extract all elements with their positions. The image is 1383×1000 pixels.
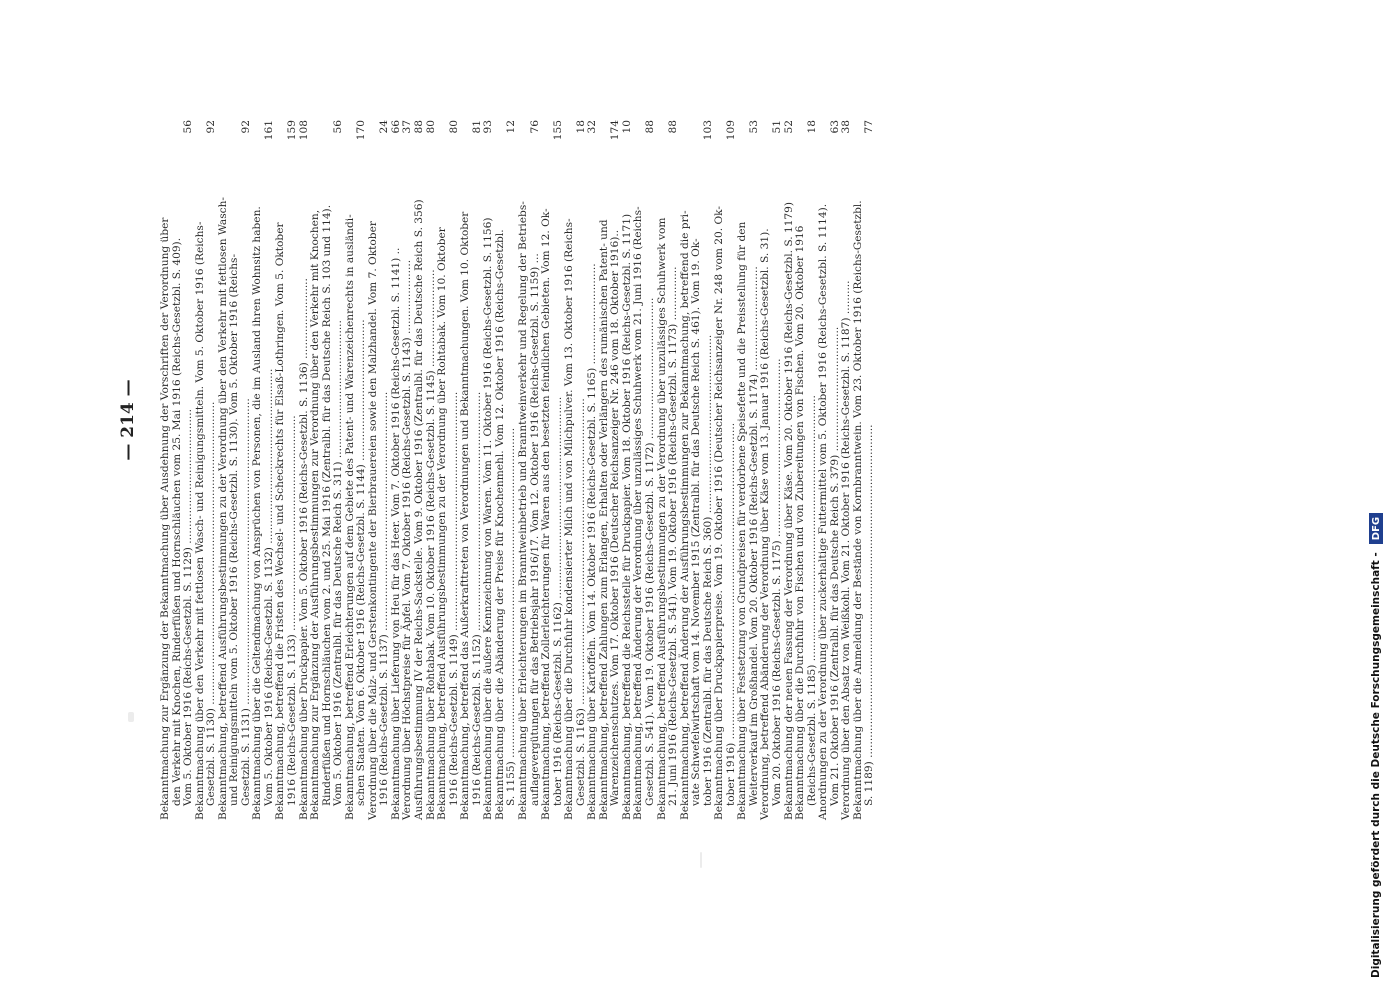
- entry-page-ref: 12: [505, 120, 518, 134]
- entry-text: Verordnung, betreffend Abänderung der Verordnung über Käse vom 13. Januar 1916 (Reichs-Gesetzbl. S. 31). Vom 20. Oktober 1916 (Reichs-Gesetzbl. S. 1175) .....................................................: [759, 228, 783, 820]
- entry-text: Ausführungsbestimmung IV der Reichs-Sackstelle. Vom 9. Oktober 1916 (Zentralbl. für das Deutsche Reich S. 356): [413, 199, 426, 820]
- entry-page-ref: 155: [551, 120, 564, 141]
- entry-page-ref: 88: [643, 120, 656, 134]
- entry-page-ref: 10: [620, 120, 633, 134]
- entry-page-ref: 80: [424, 120, 437, 134]
- index-entry: [518, 120, 541, 820]
- entry-page-ref: 76: [528, 120, 541, 134]
- entry-page-ref: 159: [286, 120, 299, 141]
- index-entry: [495, 120, 518, 820]
- entry-page-ref: 63: [828, 120, 841, 134]
- index-entry: [310, 120, 345, 820]
- entry-page-ref: 88: [413, 120, 426, 134]
- index-entry: [368, 120, 391, 820]
- entry-text: Bekanntmachung über die Anmeldung der Bestände von Kornbranntwein. Vom 23. Oktober 1916 (Reichs-Gesetzbl. S. 1189) ...................................................................................................: [851, 200, 876, 820]
- entry-text: Verordnung über die Malz- und Gerstenkontingente der Bierbrauereien sowie den Malzhandel. Vom 7. Oktober 1916 (Reichs-Gesetzbl. S. 1137) .......................................................................: [366, 221, 391, 820]
- entry-text: Bekanntmachung über den Verkehr mit fettlosen Wasch- und Reinigungsmitteln. Vom 5. Oktober 1916 (Reichs- Gesetzbl. S. 1130) ..........................................................................................: [193, 221, 218, 820]
- index-entry: [818, 120, 841, 820]
- entry-text: Bekanntmachung über die Geltendmachung von Ansprüchen von Personen, die im Ausland ihren Wohnsitz haben. Vom 5. Oktober 1916 (Reichs-Gesetzbl. S. 1132) ....................................................: [251, 206, 275, 820]
- entry-text: Bekanntmachung über Erleichterungen im Branntweinbetrieb und Branntweinverkehr und Regelung der Betriebs- auflagevergütungen für das Betriebsjahr 1916/17. Vom 12. Oktober 1916 (Reichs-Gesetzbl. S. 1159) ...: [516, 201, 541, 820]
- entry-page-ref: 32: [586, 120, 599, 134]
- credit-text: Digitalisierung gefördert durch die Deutsche Forschungsgemeinschaft -: [1370, 552, 1382, 978]
- index-entry: [252, 120, 275, 820]
- index-entry: [414, 120, 426, 820]
- index-entry: [541, 120, 564, 820]
- entry-text: Bekanntmachung, betreffend Erleichterungen auf dem Gebiete des Patent- und Warenzeichenrechts in ausländi- schen Staaten. Vom 6. Oktober 1916 (Reichs-Gesetzbl. S. 1144) ..........................................: [343, 214, 368, 820]
- entry-page-ref: 52: [782, 120, 795, 134]
- entry-text: Bekanntmachung, betreffend die Reichsstelle für Druckpapier. Vom 18. Oktober 1916 (Reichs-Gesetzbl. S. 1171): [620, 213, 633, 820]
- entry-page-ref: 174: [609, 120, 622, 141]
- index-entry: [599, 120, 622, 820]
- entry-page-ref: 103: [701, 120, 714, 141]
- page-number: — 214 —: [118, 379, 138, 461]
- entry-page-ref: 80: [447, 120, 460, 134]
- index-entry: [218, 120, 253, 820]
- entry-page-ref: 38: [840, 120, 853, 134]
- index-entry: [714, 120, 737, 820]
- entry-text: Bekanntmachung, betreffend Änderung der Verordnung über unzulässiges Schuhwerk vom 21. Juni 1916 (Reichs- Gesetzbl. S. 541). Vom 19. Oktober 1916 (Reichs-Gesetzbl. S. 1172) ..........................................: [632, 206, 656, 820]
- entry-page-ref: 77: [863, 120, 876, 134]
- index-entry: [633, 120, 656, 820]
- entry-text: Bekanntmachung, betreffend Zahlungen zum Erlangen, Erhalten oder Verlängern des rumänischen Patent- und Warenzeichenschutzes. Vom 17. Oktober 1916 (Deutscher Reichsanzeiger Nr. 246 vom 18. Oktober 1916)..: [597, 219, 622, 820]
- index-entry: [437, 120, 460, 820]
- entry-page-ref: 170: [355, 120, 368, 141]
- index-entry: [195, 120, 218, 820]
- index-entry: [657, 120, 680, 820]
- index-entry: [680, 120, 715, 820]
- index-entry: [460, 120, 483, 820]
- digitization-credit: [1366, 0, 1383, 978]
- entry-page-ref: 108: [297, 120, 310, 141]
- entry-page-ref: 66: [389, 120, 402, 134]
- entry-page-ref: 81: [470, 120, 483, 134]
- entry-text: Bekanntmachung, betreffend Ausführungsbestimmungen zu der Verordnung über unzulässiges Schuhwerk vom 21. Juni 1916 (Reichs-Gesetzbl. S. 541). Vom 19. Oktober 1916 (Reichs-Gesetzbl. S. 1173) ................: [655, 217, 680, 820]
- index-entry: [853, 120, 876, 820]
- entry-text: Bekanntmachung über die Durchfuhr von Fischen und von Zubereitungen von Fischen. Vom 20. Oktober 1916 (Reichs-Gesetzbl. S. 1185) ...............................................................................: [794, 225, 818, 820]
- entry-text: Bekanntmachung, betreffend das Außerkrafttreten von Verordnungen und Bekanntmachungen. Vom 10. Oktober 1916 (Reichs-Gesetzbl. S. 1152) .......................................................................: [459, 211, 483, 820]
- entry-text: Bekanntmachung über die äußere Kennzeichnung von Waren. Vom 11. Oktober 1916 (Reichs-Gesetzbl. S. 1156): [482, 217, 495, 820]
- entry-text: Bekanntmachung, betreffend Zollerleichterungen für Waren aus den besetzten feindlichen Gebieten. Vom 12. Ok- tober 1916 (Reichs-Gesetzbl. S. 1162) ............................................................: [540, 208, 564, 820]
- dfg-logo: DFG: [1369, 513, 1383, 544]
- entry-text: Bekanntmachung über Lieferung von Heu für das Heer. Vom 7. Oktober 1916 (Reichs-Gesetzbl. S. 1141) ..: [389, 247, 402, 820]
- entry-text: Bekanntmachung über Festsetzung von Grundpreisen für verdorbene Speisefette und die Preisstellung für den Weiterverkauf im Großhandel. Vom 20. Oktober 1916 (Reichs-Gesetzbl. S. 1174) ...............................: [736, 221, 760, 820]
- entry-page-ref: 88: [667, 120, 680, 134]
- entry-text: Bekanntmachung über Kartoffeln. Vom 14. Oktober 1916 (Reichs-Gesetzbl. S. 1165) ..............................: [586, 263, 599, 820]
- scan-smudge: [128, 712, 134, 722]
- index-entry: [795, 120, 818, 820]
- index-entry: [160, 120, 195, 820]
- entry-page-ref: 37: [401, 120, 414, 134]
- entry-text: Verordnung über Höchstpreise für Äpfel. Vom 7. Oktober 1916 (Reichs-Gesetzbl. S. 1143) ......................: [401, 259, 414, 820]
- entry-text: Bekanntmachung über die Durchfuhr kondensierter Milch und von Milchpulver. Vom 13. Oktober 1916 (Reichs- Gesetzbl. S. 1163) ...........................................................................................: [563, 218, 587, 820]
- entry-text: Bekanntmachung, betreffend Änderung der Ausführungsbestimmungen zur Bekanntmachung, betreffend die pri- vate Schwefelwirtschaft vom 14. November 1915 (Zentralbl. für das Deutsche Reich S. 461). Vom 19. Ok- tober 1916 (Zentralbl. für das Deutsche Reich S. 360) .....................................................: [678, 210, 714, 820]
- entry-text: Bekanntmachung zur Ergänzung der Bekanntmachung über Ausdehnung der Vorschriften der Verordnung über den Verkehr mit Knochen, Rinderfüßen und Hornschläuchen vom 25. Mai 1916 (Reichs-Gesetzbl. S. 409). Vom 5. Oktober 1916 (Reichs-Gesetzbl. S. 1129) ........................................: [159, 217, 195, 820]
- entry-page-ref: 109: [724, 120, 737, 141]
- entry-text: Bekanntmachung, betreffend Ausführungsbestimmungen zu der Verordnung über Rohtabak. Vom 10. Oktober 1916 (Reichs-Gesetzbl. S. 1149) .......................................................................: [436, 227, 460, 820]
- entry-text: Bekanntmachung zur Ergänzung der Ausführungsbestimmungen zur Verordnung über den Verkehr mit Knochen, Rinderfüßen und Hornschläuchen vom 2. und 25. Mai 1916 (Zentralbl. für das Deutsche Reich S. 103 und 114). Vom 5. Oktober 1916 (Zentralbl. für das Deutsche Reich S. 311) .........................................: [309, 204, 345, 820]
- entry-text: Bekanntmachung, betreffend Ausführungsbestimmungen zu der Verordnung über den Verkehr mit fettlosen Wasch- und Reinigungsmitteln vom 5. Oktober 1916 (Reichs-Gesetzbl. S. 1130). Vom 5. Oktober 1916 (Reichs- Gesetzbl. S. 1131) ...........................................................................................: [216, 197, 252, 820]
- index-entry: [275, 120, 298, 820]
- entry-page-ref: 18: [574, 120, 587, 134]
- entry-page-ref: 93: [482, 120, 495, 134]
- entry-text: Bekanntmachung der neuen Fassung der Verordnung über Käse. Vom 20. Oktober 1916 (Reichs-Gesetzbl. S. 1179): [782, 201, 795, 820]
- index-entry: [737, 120, 760, 820]
- entry-page-ref: 92: [239, 120, 252, 134]
- entry-text: Bekanntmachung über die Abänderung der Preise für Knochenmehl. Vom 12. Oktober 1916 (Reichs-Gesetzbl. S. 1155) ..................................................................................................: [493, 229, 518, 820]
- scan-smudge: [700, 852, 702, 868]
- entry-text: Bekanntmachung über Rohtabak. Vom 10. Oktober 1916 (Reichs-Gesetzbl. S. 1145) .............................: [424, 269, 437, 820]
- index-entry: [564, 120, 587, 820]
- entry-page-ref: 92: [205, 120, 218, 134]
- index-entry: [345, 120, 368, 820]
- entry-page-ref: 24: [378, 120, 391, 134]
- entry-page-ref: 18: [805, 120, 818, 134]
- entry-page-ref: 51: [770, 120, 783, 134]
- entry-text: Verordnung über den Absatz von Weißkohl. Vom 21. Oktober 1916 (Reichs-Gesetzbl. S. 1187) ..........: [840, 280, 853, 820]
- entry-text: Bekanntmachung über Druckpapierpreise. Vom 19. Oktober 1916 (Deutscher Reichsanzeiger Nr. 248 vom 20. Ok- tober 1916) ..............................................................................................: [713, 206, 737, 820]
- index-entries: [160, 120, 1260, 820]
- entry-text: Bekanntmachung, betreffend die Fristen des Wechsel- und Scheckrechts für Elsaß-Lothringen. Vom 5. Oktober 1916 (Reichs-Gesetzbl. S. 1133) ................................................................: [274, 222, 299, 820]
- entry-page-ref: 53: [747, 120, 760, 134]
- entry-page-ref: 56: [332, 120, 345, 134]
- entry-page-ref: 56: [182, 120, 195, 134]
- entry-text: Bekanntmachung über Druckpapier. Vom 5. Oktober 1916 (Reichs-Gesetzbl. S. 1136) ........................: [297, 278, 310, 820]
- index-entry: [760, 120, 783, 820]
- entry-page-ref: 161: [262, 120, 275, 141]
- entry-text: Anordnungen zu der Verordnung über zuckerhaltige Futtermittel vom 5. Oktober 1916 (Reichs-Gesetzbl. S. 1114). Vom 21. Oktober 1916 (Zentralbl. für das Deutsche Reich S. 379) .....................................: [817, 203, 841, 820]
